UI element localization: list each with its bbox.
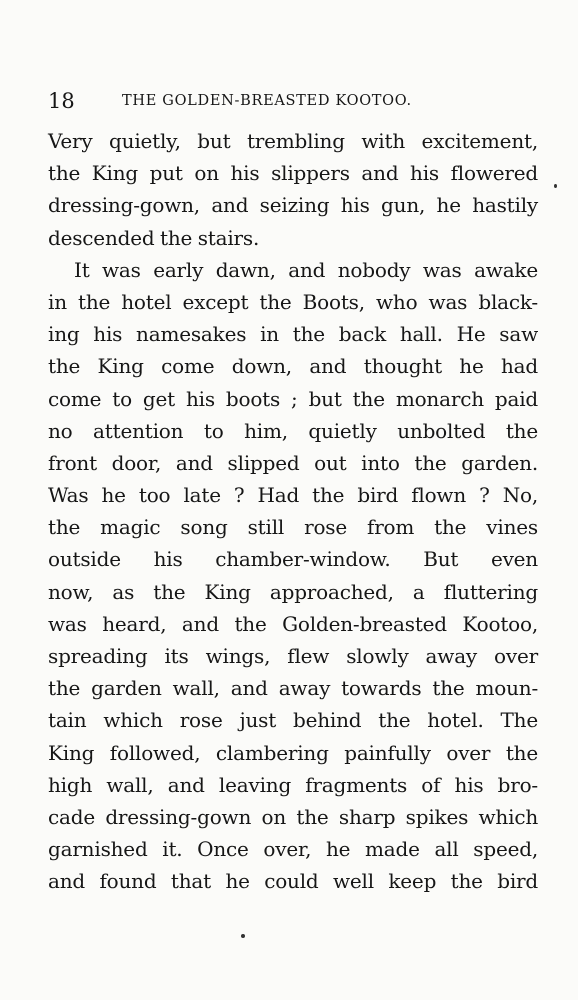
text-line: no attention to him, quietly unbolted the <box>48 418 538 443</box>
text-line: ing his namesakes in the back hall. He saw <box>48 322 538 347</box>
text-line: come to get his boots ; but the monarch paid <box>48 386 538 411</box>
text-line: garnished it. Once over, he made all speed, <box>48 837 538 862</box>
text-line: the King put on his slippers and his flowered <box>48 161 538 186</box>
text-line: It was early dawn, and nobody was awake <box>74 257 538 282</box>
text-line: and found that he could well keep the bird <box>48 869 538 894</box>
paragraph-2 <box>48 254 538 898</box>
page-number: 18 <box>48 89 75 113</box>
text-line: tain which rose just behind the hotel. The <box>48 708 538 733</box>
print-speck <box>554 184 557 188</box>
page-header <box>48 85 538 117</box>
text-line: descended the stairs. <box>48 225 260 250</box>
paragraph-1 <box>48 125 538 254</box>
text-line: was heard, and the Golden-breasted Kootoo, <box>48 611 538 636</box>
text-line: the garden wall, and away towards the moun- <box>48 676 538 701</box>
print-speck <box>241 934 245 938</box>
text-line: King followed, clambering painfully over the <box>48 740 538 765</box>
text-line: high wall, and leaving fragments of his bro- <box>48 772 538 797</box>
running-title: THE GOLDEN-BREASTED KOOTOO. <box>122 93 412 109</box>
text-line: now, as the King approached, a fluttering <box>48 579 538 604</box>
text-line: the King come down, and thought he had <box>48 354 538 379</box>
text-line: the magic song still rose from the vines <box>48 515 538 540</box>
text-line: outside his chamber-window. But even <box>48 547 538 572</box>
text-line: dressing-gown, and seizing his gun, he hastily <box>48 193 538 218</box>
text-line: front door, and slipped out into the garden. <box>48 450 538 475</box>
body-text <box>48 125 538 898</box>
text-line: Was he too late ? Had the bird flown ? No, <box>48 483 538 508</box>
text-line: spreading its wings, flew slowly away over <box>48 644 538 668</box>
text-line: in the hotel except the Boots, who was black- <box>48 289 538 314</box>
text-line: Very quietly, but trembling with excitement, <box>48 129 538 153</box>
text-line: cade dressing-gown on the sharp spikes which <box>48 804 538 829</box>
